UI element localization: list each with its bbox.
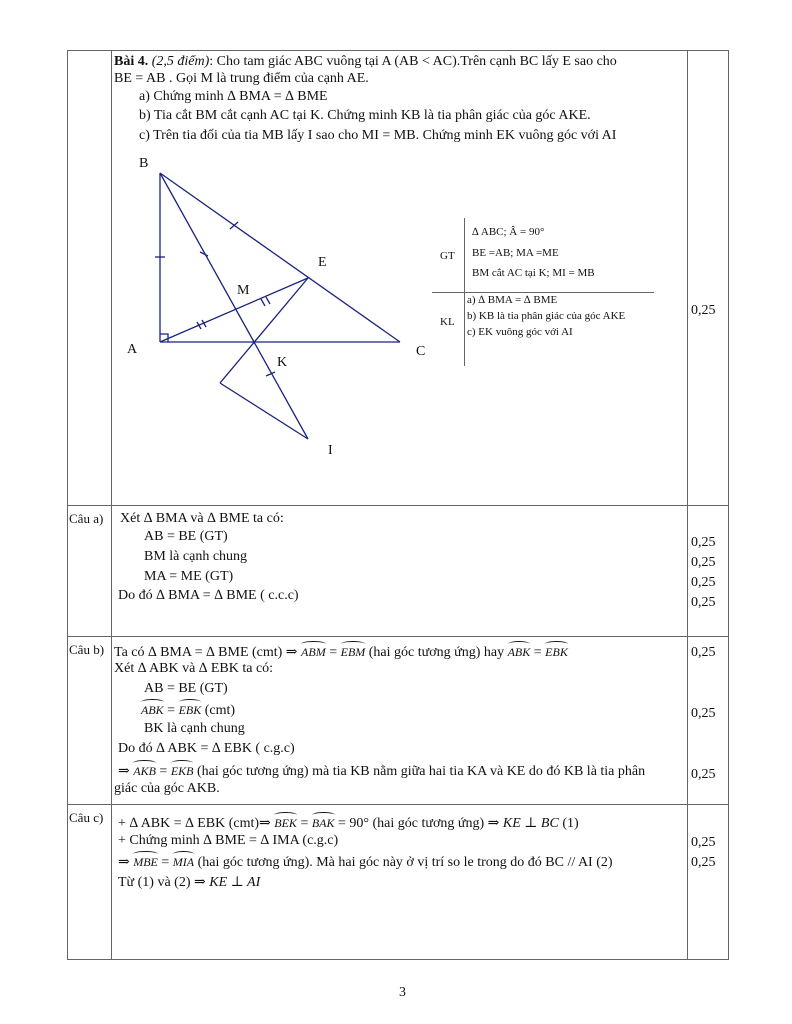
segment-AE — [160, 278, 308, 342]
problem-header: Bài 4. (2,5 điểm): Cho tam giác ABC vuông tại A (AB < AC).Trên cạnh BC lấy E sao cho — [114, 54, 617, 69]
angle-EBK: EBK — [545, 645, 568, 659]
point-label-C: C — [416, 344, 426, 359]
cau-b-line-6: Do đó ∆ ABK = ∆ EBK ( c.g.c) — [118, 741, 295, 756]
angle-EKB: EKB — [170, 764, 194, 778]
cau-a-line-4: MA = ME (GT) — [144, 569, 234, 584]
angle-BAK: BAK — [311, 816, 335, 830]
cau-a-line-5: Do đó ∆ BMA = ∆ BME ( c.c.c) — [118, 588, 299, 603]
cau-a-line-2: AB = BE (GT) — [144, 529, 228, 544]
gt-label: GT — [440, 250, 455, 262]
gt-line-3: BM cắt AC tại K; MI = MB — [472, 267, 595, 279]
gt-line-1: ∆ ABC; Â = 90° — [472, 226, 545, 238]
cau-a-score: 0,25 — [691, 595, 716, 610]
cau-c-score: 0,25 — [691, 855, 716, 870]
cau-c-score: 0,25 — [691, 835, 716, 850]
cau-c-label: Câu c) — [69, 810, 104, 825]
cau-c-line-1: + ∆ ABK = ∆ EBK (cmt)⇒ BEK = BAK = 90° (hai góc tương ứng) ⇒ KE ⊥ BC (1) — [118, 816, 579, 831]
cau-a-score: 0,25 — [691, 575, 716, 590]
kl-line-3: c) EK vuông góc với AI — [467, 326, 573, 338]
cau-b-score: 0,25 — [691, 645, 716, 660]
problem-line2: BE = AB . Gọi M là trung điểm của cạnh AE. — [114, 71, 369, 86]
point-label-E: E — [318, 255, 327, 270]
cau-a-label: Câu a) — [69, 511, 104, 526]
angle-EBM: EBM — [340, 645, 366, 659]
problem-part-a: a) Chứng minh ∆ BMA = ∆ BME — [139, 89, 328, 104]
gt-line-2: BE =AB; MA =ME — [472, 247, 559, 259]
angle-AKB: AKB — [133, 764, 156, 778]
cau-a-line-1: Xét ∆ BMA và ∆ BME ta có: — [120, 511, 284, 526]
segment-BC — [160, 173, 400, 342]
problem-score: 0,25 — [691, 303, 716, 318]
angle-ABK: ABK — [141, 703, 164, 717]
kl-label: KL — [440, 316, 455, 328]
angle-MBE: MBE — [133, 855, 158, 869]
point-label-I: I — [328, 443, 333, 458]
point-label-M: M — [237, 283, 250, 298]
page-number: 3 — [399, 985, 406, 1000]
cau-c-line-3: ⇒ MBE = MIA (hai góc tương ứng). Mà hai góc này ở vị trí so le trong do đó BC // AI (2) — [118, 855, 613, 870]
cau-a-score: 0,25 — [691, 555, 716, 570]
cau-b-line-5: BK là cạnh chung — [144, 721, 245, 736]
cau-c-line-2: + Chứng minh ∆ BME = ∆ IMA (c.g.c) — [118, 833, 339, 848]
point-label-B: B — [139, 156, 149, 171]
kl-line-1: a) ∆ BMA = ∆ BME — [467, 294, 558, 306]
kl-line-2: b) KB là tia phân giác của góc AKE — [467, 310, 626, 322]
cau-b-line-2: Xét ∆ ABK và ∆ EBK ta có: — [114, 661, 274, 676]
cau-b-label: Câu b) — [69, 642, 105, 657]
cau-a-score: 0,25 — [691, 535, 716, 550]
cau-b-line-3: AB = BE (GT) — [144, 681, 228, 696]
cau-b-line-1: Ta có ∆ BMA = ∆ BME (cmt) ⇒ ABM = EBM (hai góc tương ứng) hay ABK = EBK — [114, 645, 568, 660]
cau-b-line-4: ABK = EBK (cmt) — [141, 703, 236, 718]
point-label-A: A — [127, 342, 138, 357]
problem-part-b: b) Tia cắt BM cắt cạnh AC tại K. Chứng minh KB là tia phân giác của góc AKE. — [139, 108, 591, 123]
segment-AI-lower — [220, 383, 308, 439]
point-label-K: K — [277, 355, 288, 370]
segment-EK-extended — [220, 278, 308, 383]
cau-b-line-8: giác của góc AKB. — [114, 781, 220, 796]
cau-b-line-7: ⇒ AKB = EKB (hai góc tương ứng) mà tia KB nằm giữa hai tia KA và KE do đó KB là tia phân — [118, 764, 646, 779]
problem-part-c: c) Trên tia đối của tia MB lấy I sao cho MI = MB. Chứng minh EK vuông góc với AI — [139, 128, 617, 143]
cau-a-line-3: BM là cạnh chung — [144, 549, 248, 564]
cau-c-line-4: Từ (1) và (2) ⇒ KE ⊥ AI — [118, 875, 261, 890]
cau-b-score: 0,25 — [691, 767, 716, 782]
angle-ABM: ABM — [301, 645, 326, 659]
cau-b-score: 0,25 — [691, 706, 716, 721]
segment-BI — [160, 173, 308, 439]
angle-ABK: ABK — [507, 645, 531, 659]
angle-MIA: MIA — [172, 855, 195, 869]
angle-EBK: EBK — [178, 703, 202, 717]
angle-BEK: BEK — [274, 816, 297, 830]
